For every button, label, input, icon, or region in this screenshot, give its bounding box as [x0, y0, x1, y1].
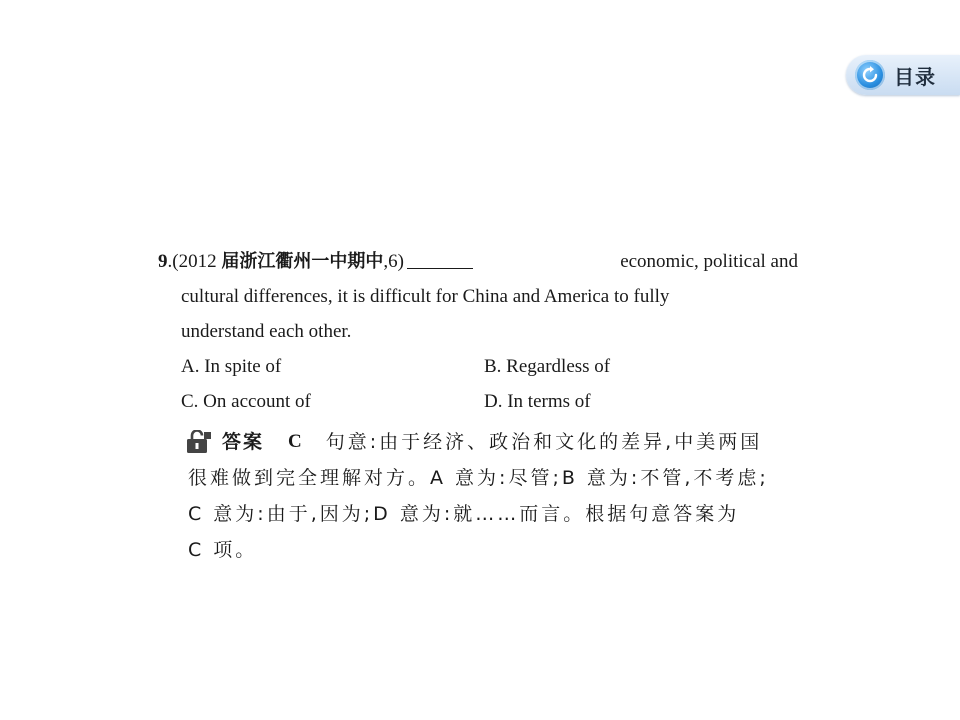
- answer-label: 答案: [222, 431, 265, 453]
- answer-block: [186, 424, 802, 568]
- answer-blank: [407, 248, 473, 269]
- question-source-close: ,6): [383, 251, 404, 272]
- answer-line-1: [186, 424, 802, 460]
- answer-explanation-1: 句意:由于经济、政治和文化的差异,中美两国: [325, 431, 763, 453]
- option-c: C. On account of: [181, 391, 311, 412]
- question-source-school: 届浙江衢州一中期中: [221, 251, 384, 272]
- answer-explanation-2: 很难做到完全理解对方。A 意为:尽管;B 意为:不管,不考虑;: [188, 467, 769, 489]
- option-d: D. In terms of: [484, 391, 591, 412]
- question-number: 9: [158, 251, 168, 272]
- toc-label: 目录: [894, 64, 936, 89]
- question-line-1-text: economic, political and: [620, 251, 798, 272]
- question-line-3: understand each other.: [181, 321, 352, 342]
- refresh-arrow-icon: [855, 60, 885, 90]
- answer-options: [158, 349, 798, 419]
- answer-explanation-3: C 意为:由于,因为;D 意为:就……而言。根据句意答案为: [188, 503, 740, 525]
- unlock-icon: [186, 430, 212, 454]
- option-b: B. Regardless of: [484, 356, 611, 377]
- question-stem-start: 9.(2012 届浙江衢州一中期中,6): [158, 244, 476, 279]
- option-a: A. In spite of: [181, 356, 282, 377]
- answer-explanation-4: C 项。: [188, 539, 258, 561]
- question-line-2: cultural differences, it is difficult for China and America to fully: [181, 286, 670, 307]
- answer-choice: C: [288, 431, 302, 452]
- question-block: [158, 244, 798, 419]
- question-line-1: [158, 244, 798, 279]
- toc-button[interactable]: [846, 55, 960, 95]
- question-source-open: (2012: [172, 251, 222, 272]
